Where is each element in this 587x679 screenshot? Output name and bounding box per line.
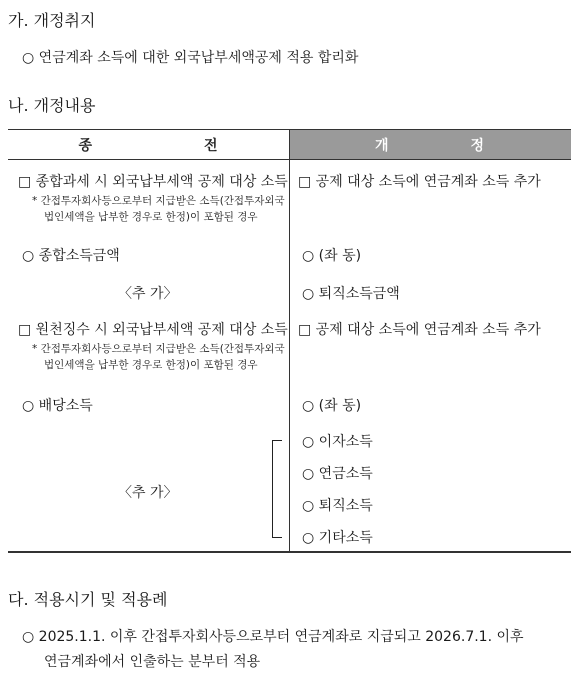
- before-note-2-line1: * 간접투자회사등으로부터 지급받은 소득(간접투자외국: [32, 343, 285, 355]
- after-same-1: ○ (좌 동): [302, 248, 362, 264]
- after-list-item: ○ 연금소득: [302, 466, 373, 482]
- before-item-1: □ 종합과세 시 외국납부세액 공제 대상 소득: [18, 174, 288, 190]
- after-same-2: ○ (좌 동): [302, 398, 362, 414]
- before-note-1-line1: * 간접투자회사등으로부터 지급받은 소득(간접투자외국: [32, 195, 285, 207]
- table-bottom-border: [8, 551, 571, 553]
- after-retire-1: ○ 퇴직소득금액: [302, 286, 400, 302]
- before-item-2: □ 원천징수 시 외국납부세액 공제 대상 소득: [18, 322, 288, 338]
- timing-bullet-line1: ○ 2025.1.1. 이후 간접투자회사등으로부터 연금계좌로 지급되고 2026.7.1. 이후: [22, 629, 524, 645]
- after-list-item: ○ 이자소득: [302, 434, 373, 450]
- section-heading-content: 나. 개정내용: [8, 96, 96, 115]
- after-item-2: □ 공제 대상 소득에 연금계좌 소득 추가: [298, 322, 541, 338]
- header-before-char1: 종: [78, 137, 94, 154]
- section-heading-timing: 다. 적용시기 및 적용례: [8, 590, 168, 609]
- before-sub-2: ○ 배당소득: [22, 398, 93, 414]
- after-list-item: ○ 기타소득: [302, 530, 373, 546]
- column-divider: [289, 130, 290, 552]
- before-note-2-line2: 법인세액을 납부한 경우로 한정)이 포함된 경우: [44, 359, 258, 371]
- header-after-char2: 정: [470, 137, 487, 154]
- header-before-char2: 전: [204, 137, 220, 154]
- bracket-shape: [272, 440, 282, 538]
- header-after: [290, 130, 571, 159]
- header-after-char1: 개: [374, 137, 391, 154]
- header-before: [8, 130, 290, 159]
- after-list-item: ○ 퇴직소득: [302, 498, 373, 514]
- before-added-1: 〈추 가〉: [118, 286, 178, 302]
- before-note-1-line2: 법인세액을 납부한 경우로 한정)이 포함된 경우: [44, 211, 258, 223]
- timing-bullet-line2: 연금계좌에서 인출하는 분부터 적용: [44, 654, 261, 670]
- section-heading-purpose: 가. 개정취지: [8, 11, 96, 30]
- purpose-bullet: ○ 연금계좌 소득에 대한 외국납부세액공제 적용 합리화: [22, 50, 359, 66]
- before-added-2: 〈추 가〉: [118, 485, 178, 501]
- after-item-1: □ 공제 대상 소득에 연금계좌 소득 추가: [298, 174, 541, 190]
- before-sub-1: ○ 종합소득금액: [22, 248, 120, 264]
